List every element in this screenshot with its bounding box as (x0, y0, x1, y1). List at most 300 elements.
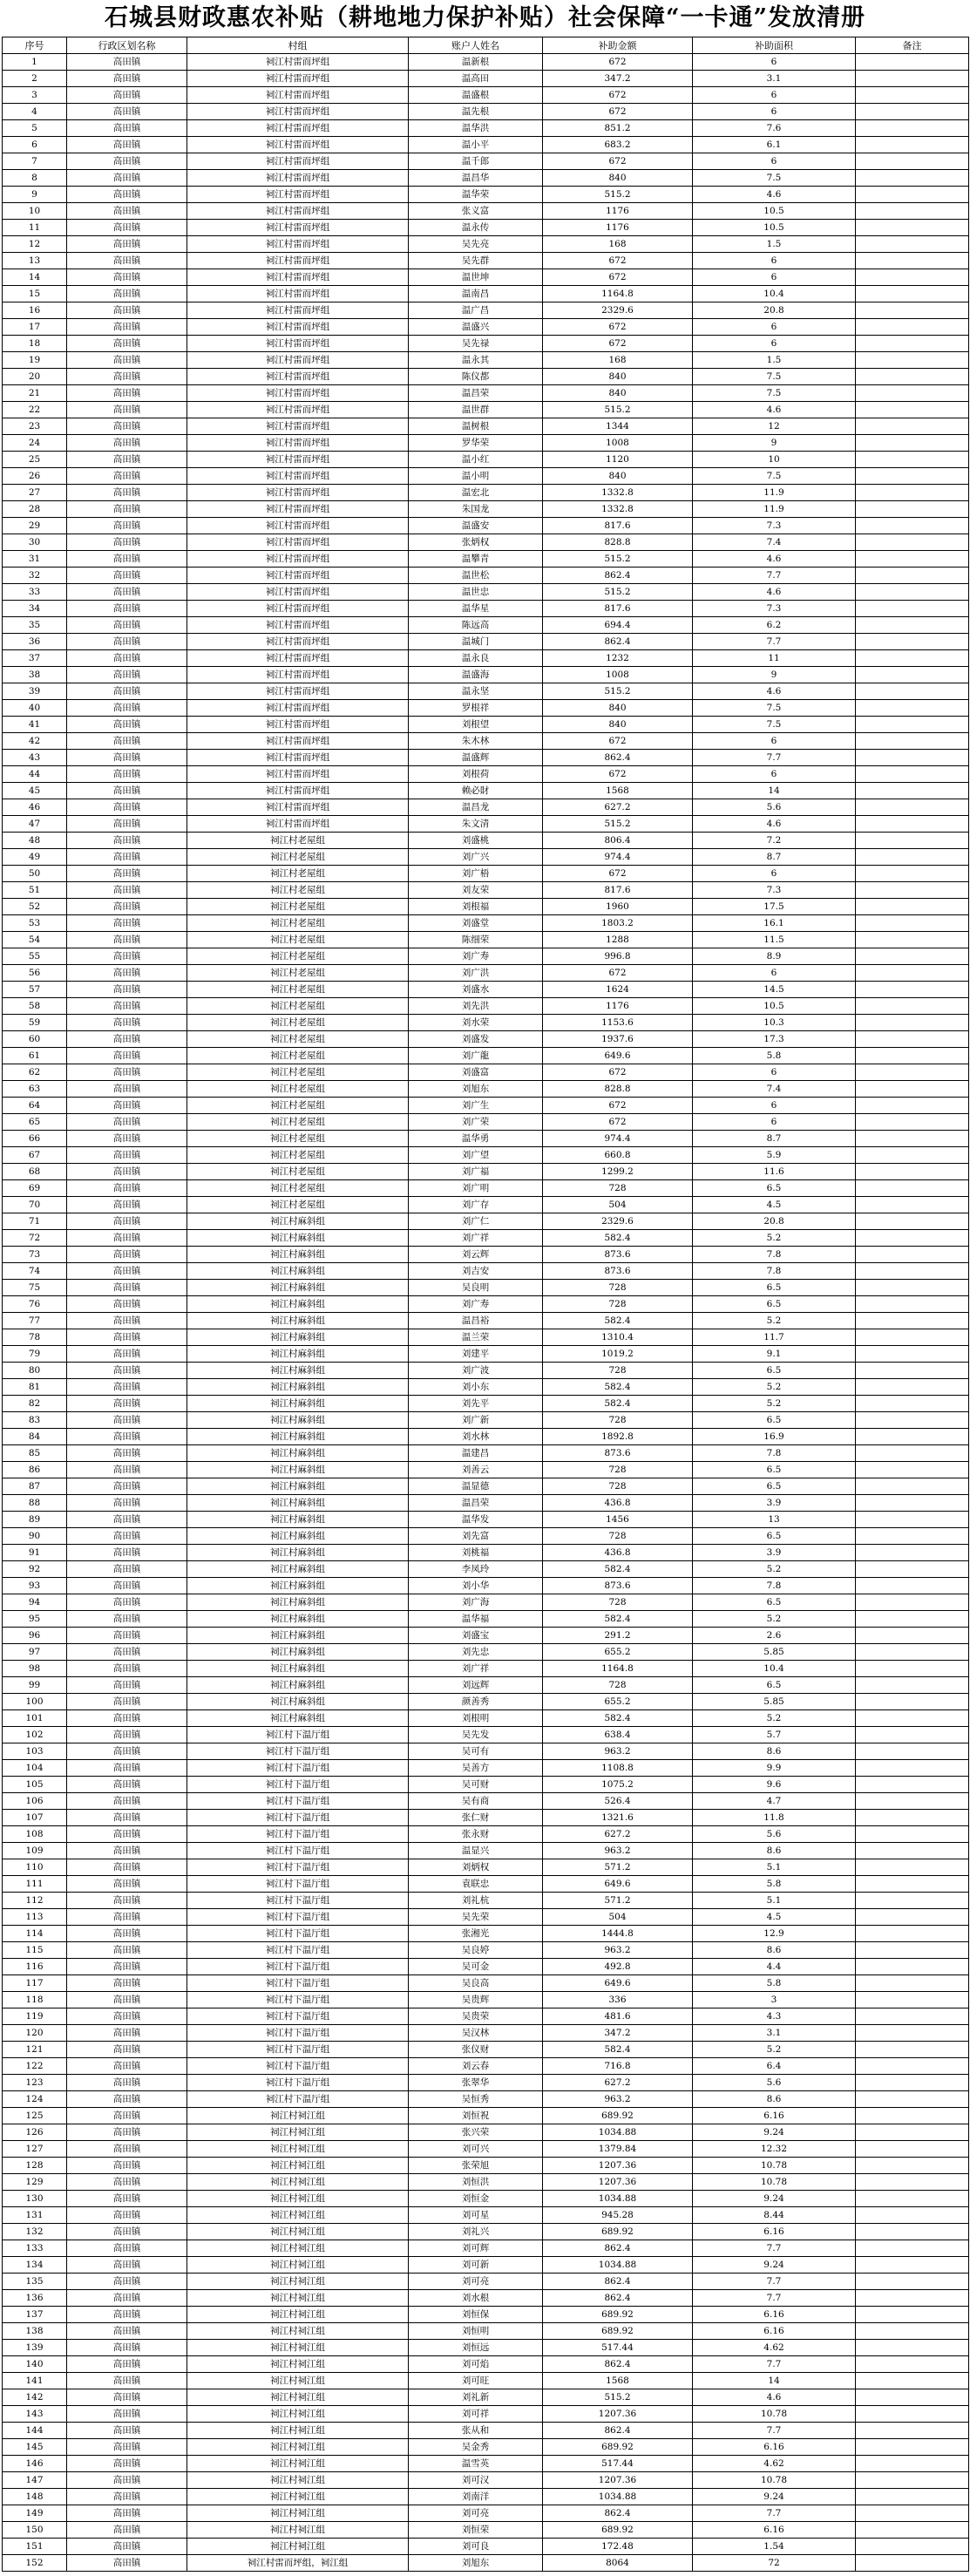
amount-cell: 1164.8 (543, 286, 693, 302)
remarks-cell (856, 1081, 969, 1098)
village-group-cell: 祠江村麻斜组 (187, 1346, 409, 1363)
area-cell: 9.6 (693, 1777, 856, 1793)
serial-cell: 146 (3, 2456, 67, 2472)
village-group-cell: 祠江村下温厅组 (187, 1727, 409, 1743)
area-cell: 1.5 (693, 352, 856, 369)
village-group-cell: 祠江村下温厅组 (187, 1876, 409, 1893)
account-holder-cell: 温盛辉 (409, 750, 543, 766)
amount-cell: 1207.36 (543, 2158, 693, 2174)
amount-cell: 963.2 (543, 1942, 693, 1959)
area-cell: 14.5 (693, 982, 856, 998)
account-holder-cell: 温广昌 (409, 302, 543, 319)
region-cell: 高田镇 (67, 1230, 187, 1247)
region-cell: 高田镇 (67, 518, 187, 534)
region-cell: 高田镇 (67, 799, 187, 816)
table-row (3, 518, 969, 534)
table-row (3, 1197, 969, 1213)
village-group-cell: 祠江村老屋组 (187, 965, 409, 982)
amount-cell: 168 (543, 352, 693, 369)
amount-cell: 716.8 (543, 2058, 693, 2075)
table-row (3, 1412, 969, 1429)
remarks-cell (856, 1462, 969, 1478)
amount-cell: 481.6 (543, 2008, 693, 2025)
area-cell: 9 (693, 667, 856, 683)
table-row (3, 700, 969, 717)
amount-cell: 1937.6 (543, 1031, 693, 1048)
amount-cell: 672 (543, 87, 693, 104)
region-cell: 高田镇 (67, 2539, 187, 2555)
serial-cell: 17 (3, 319, 67, 336)
amount-cell: 1120 (543, 452, 693, 468)
table-row (3, 849, 969, 866)
serial-cell: 59 (3, 1015, 67, 1031)
region-cell: 高田镇 (67, 899, 187, 915)
region-cell: 高田镇 (67, 153, 187, 170)
amount-cell: 347.2 (543, 2025, 693, 2042)
header-region: 行政区划名称 (67, 37, 187, 54)
village-group-cell: 祠江村祠江组 (187, 2191, 409, 2207)
village-group-cell: 祠江村下温厅组 (187, 1843, 409, 1859)
area-cell: 6.16 (693, 2522, 856, 2539)
account-holder-cell: 温昌荣 (409, 385, 543, 402)
region-cell: 高田镇 (67, 650, 187, 667)
area-cell: 4.6 (693, 402, 856, 418)
village-group-cell: 祠江村雷而坪组 (187, 568, 409, 584)
account-holder-cell: 刘盛堂 (409, 915, 543, 932)
table-row (3, 1644, 969, 1661)
table-row (3, 2373, 969, 2389)
serial-cell: 36 (3, 634, 67, 650)
serial-cell: 45 (3, 783, 67, 799)
area-cell: 7.8 (693, 1247, 856, 1263)
amount-cell: 1232 (543, 650, 693, 667)
account-holder-cell: 吴金秀 (409, 2439, 543, 2456)
amount-cell: 851.2 (543, 120, 693, 137)
amount-cell: 515.2 (543, 187, 693, 203)
serial-cell: 126 (3, 2124, 67, 2141)
region-cell: 高田镇 (67, 750, 187, 766)
area-cell: 7.7 (693, 750, 856, 766)
area-cell: 6.5 (693, 1412, 856, 1429)
table-row (3, 2340, 969, 2356)
amount-cell: 828.8 (543, 534, 693, 551)
region-cell: 高田镇 (67, 485, 187, 501)
table-row (3, 1677, 969, 1694)
village-group-cell: 祠江村雷而坪组 (187, 87, 409, 104)
area-cell: 3.1 (693, 2025, 856, 2042)
serial-cell: 3 (3, 87, 67, 104)
serial-cell: 94 (3, 1594, 67, 1611)
serial-cell: 118 (3, 1992, 67, 2008)
amount-cell: 649.6 (543, 1876, 693, 1893)
serial-cell: 127 (3, 2141, 67, 2158)
account-holder-cell: 刘恒明 (409, 2323, 543, 2340)
remarks-cell (856, 584, 969, 601)
region-cell: 高田镇 (67, 1777, 187, 1793)
area-cell: 6 (693, 269, 856, 286)
serial-cell: 77 (3, 1313, 67, 1329)
village-group-cell: 祠江村雷而坪组 (187, 799, 409, 816)
amount-cell: 336 (543, 1992, 693, 2008)
table-row (3, 87, 969, 104)
account-holder-cell: 刘可兴 (409, 2141, 543, 2158)
region-cell: 高田镇 (67, 733, 187, 750)
region-cell: 高田镇 (67, 2158, 187, 2174)
region-cell: 高田镇 (67, 2389, 187, 2406)
account-holder-cell: 刘根荷 (409, 766, 543, 783)
remarks-cell (856, 1230, 969, 1247)
remarks-cell (856, 2224, 969, 2240)
amount-cell: 862.4 (543, 2290, 693, 2307)
remarks-cell (856, 2008, 969, 2025)
village-group-cell: 祠江村祠江组 (187, 2257, 409, 2274)
amount-cell: 515.2 (543, 551, 693, 568)
account-holder-cell: 朱国龙 (409, 501, 543, 518)
account-holder-cell: 刘盛桃 (409, 833, 543, 849)
serial-cell: 92 (3, 1561, 67, 1578)
area-cell: 10.3 (693, 1015, 856, 1031)
village-group-cell: 祠江村老屋组 (187, 1098, 409, 1114)
serial-cell: 148 (3, 2489, 67, 2505)
serial-cell: 143 (3, 2406, 67, 2423)
village-group-cell: 祠江村下温厅组 (187, 1743, 409, 1760)
table-row (3, 1975, 969, 1992)
region-cell: 高田镇 (67, 866, 187, 882)
table-row (3, 468, 969, 485)
table-row (3, 1810, 969, 1826)
region-cell: 高田镇 (67, 2240, 187, 2257)
account-holder-cell: 刘云辉 (409, 1247, 543, 1263)
account-holder-cell: 温华荣 (409, 187, 543, 203)
region-cell: 高田镇 (67, 253, 187, 269)
remarks-cell (856, 1346, 969, 1363)
account-holder-cell: 刘广生 (409, 1098, 543, 1114)
amount-cell: 8064 (543, 2555, 693, 2572)
region-cell: 高田镇 (67, 2423, 187, 2439)
account-holder-cell: 刘可旺 (409, 2373, 543, 2389)
serial-cell: 124 (3, 2091, 67, 2108)
remarks-cell (856, 1131, 969, 1147)
header-amount: 补助金额 (543, 37, 693, 54)
village-group-cell: 祠江村下温厅组 (187, 1959, 409, 1975)
table-row (3, 1777, 969, 1793)
table-row (3, 1263, 969, 1280)
area-cell: 8.9 (693, 948, 856, 965)
remarks-cell (856, 1412, 969, 1429)
remarks-cell (856, 1098, 969, 1114)
remarks-cell (856, 1363, 969, 1379)
account-holder-cell: 刘根明 (409, 1710, 543, 1727)
region-cell: 高田镇 (67, 568, 187, 584)
account-holder-cell: 温城门 (409, 634, 543, 650)
village-group-cell: 祠江村雷而坪组 (187, 501, 409, 518)
subsidy-table (2, 37, 969, 2572)
amount-cell: 728 (543, 1478, 693, 1495)
village-group-cell: 祠江村下温厅组 (187, 1793, 409, 1810)
amount-cell: 168 (543, 236, 693, 253)
village-group-cell: 祠江村雷而坪组 (187, 104, 409, 120)
serial-cell: 6 (3, 137, 67, 153)
table-row (3, 236, 969, 253)
village-group-cell: 祠江村下温厅组 (187, 2058, 409, 2075)
amount-cell: 728 (543, 1363, 693, 1379)
remarks-cell (856, 269, 969, 286)
village-group-cell: 祠江村雷而坪组 (187, 783, 409, 799)
region-cell: 高田镇 (67, 1396, 187, 1412)
remarks-cell (856, 1859, 969, 1876)
account-holder-cell: 刘炳权 (409, 1859, 543, 1876)
amount-cell: 817.6 (543, 518, 693, 534)
serial-cell: 26 (3, 468, 67, 485)
table-row (3, 1793, 969, 1810)
serial-cell: 111 (3, 1876, 67, 1893)
remarks-cell (856, 1661, 969, 1677)
village-group-cell: 祠江村麻斜组 (187, 1528, 409, 1545)
remarks-cell (856, 418, 969, 435)
amount-cell: 1164.8 (543, 1661, 693, 1677)
village-group-cell: 祠江村老屋组 (187, 1164, 409, 1180)
account-holder-cell: 刘广祥 (409, 1230, 543, 1247)
village-group-cell: 祠江村雷而坪组 (187, 634, 409, 650)
account-holder-cell: 吴先亮 (409, 236, 543, 253)
remarks-cell (856, 2489, 969, 2505)
village-group-cell: 祠江村麻斜组 (187, 1512, 409, 1528)
remarks-cell (856, 1048, 969, 1064)
region-cell: 高田镇 (67, 402, 187, 418)
serial-cell: 25 (3, 452, 67, 468)
area-cell: 6 (693, 965, 856, 982)
account-holder-cell: 吴恒秀 (409, 2091, 543, 2108)
table-row (3, 982, 969, 998)
serial-cell: 137 (3, 2307, 67, 2323)
amount-cell: 728 (543, 1180, 693, 1197)
account-holder-cell: 温高田 (409, 71, 543, 87)
table-row (3, 1429, 969, 1445)
village-group-cell: 祠江村雷而坪组 (187, 302, 409, 319)
table-row (3, 1015, 969, 1031)
area-cell: 11.5 (693, 932, 856, 948)
area-cell: 17.3 (693, 1031, 856, 1048)
amount-cell: 672 (543, 153, 693, 170)
area-cell: 5.1 (693, 1893, 856, 1909)
area-cell: 8.6 (693, 1942, 856, 1959)
remarks-cell (856, 2058, 969, 2075)
account-holder-cell: 刘恒保 (409, 2307, 543, 2323)
amount-cell: 1108.8 (543, 1760, 693, 1777)
region-cell: 高田镇 (67, 1329, 187, 1346)
village-group-cell: 祠江村雷而坪组 (187, 485, 409, 501)
serial-cell: 53 (3, 915, 67, 932)
account-holder-cell: 刘先富 (409, 1528, 543, 1545)
account-holder-cell: 刘恒祝 (409, 2108, 543, 2124)
account-holder-cell: 温昌华 (409, 170, 543, 187)
serial-cell: 69 (3, 1180, 67, 1197)
region-cell: 高田镇 (67, 882, 187, 899)
remarks-cell (856, 302, 969, 319)
remarks-cell (856, 1528, 969, 1545)
amount-cell: 1803.2 (543, 915, 693, 932)
village-group-cell: 祠江村老屋组 (187, 915, 409, 932)
amount-cell: 1034.88 (543, 2191, 693, 2207)
account-holder-cell: 陈细荣 (409, 932, 543, 948)
remarks-cell (856, 153, 969, 170)
account-holder-cell: 刘水根 (409, 2290, 543, 2307)
table-row (3, 418, 969, 435)
village-group-cell: 祠江村雷而坪组 (187, 766, 409, 783)
serial-cell: 129 (3, 2174, 67, 2191)
region-cell: 高田镇 (67, 435, 187, 452)
account-holder-cell: 张荣旭 (409, 2158, 543, 2174)
region-cell: 高田镇 (67, 203, 187, 220)
area-cell: 6.5 (693, 1478, 856, 1495)
region-cell: 高田镇 (67, 54, 187, 71)
table-row (3, 1379, 969, 1396)
remarks-cell (856, 617, 969, 634)
region-cell: 高田镇 (67, 187, 187, 203)
village-group-cell: 祠江村祠江组 (187, 2489, 409, 2505)
village-group-cell: 祠江村下温厅组 (187, 1926, 409, 1942)
amount-cell: 1034.88 (543, 2124, 693, 2141)
table-row (3, 1876, 969, 1893)
table-row (3, 1064, 969, 1081)
village-group-cell: 祠江村下温厅组 (187, 1859, 409, 1876)
area-cell: 7.7 (693, 2505, 856, 2522)
amount-cell: 582.4 (543, 1313, 693, 1329)
serial-cell: 51 (3, 882, 67, 899)
account-holder-cell: 刘可焰 (409, 2356, 543, 2373)
amount-cell: 828.8 (543, 1081, 693, 1098)
account-holder-cell: 张湘光 (409, 1926, 543, 1942)
remarks-cell (856, 683, 969, 700)
village-group-cell: 祠江村雷而坪组 (187, 452, 409, 468)
serial-cell: 9 (3, 187, 67, 203)
remarks-cell (856, 932, 969, 948)
area-cell: 10.4 (693, 1661, 856, 1677)
serial-cell: 103 (3, 1743, 67, 1760)
serial-cell: 70 (3, 1197, 67, 1213)
serial-cell: 66 (3, 1131, 67, 1147)
table-row (3, 2042, 969, 2058)
area-cell: 1.5 (693, 236, 856, 253)
table-row (3, 1363, 969, 1379)
village-group-cell: 祠江村麻斜组 (187, 1677, 409, 1694)
amount-cell: 172.48 (543, 2539, 693, 2555)
village-group-cell: 祠江村祠江组 (187, 2522, 409, 2539)
amount-cell: 1019.2 (543, 1346, 693, 1363)
account-holder-cell: 刘广祥 (409, 1661, 543, 1677)
village-group-cell: 祠江村雷而坪组 (187, 733, 409, 750)
remarks-cell (856, 2274, 969, 2290)
area-cell: 3 (693, 1992, 856, 2008)
village-group-cell: 祠江村老屋组 (187, 833, 409, 849)
remarks-cell (856, 717, 969, 733)
region-cell: 高田镇 (67, 849, 187, 866)
remarks-cell (856, 1329, 969, 1346)
region-cell: 高田镇 (67, 2522, 187, 2539)
remarks-cell (856, 1893, 969, 1909)
area-cell: 8.7 (693, 1131, 856, 1147)
amount-cell: 672 (543, 733, 693, 750)
amount-cell: 672 (543, 319, 693, 336)
village-group-cell: 祠江村雷而坪组 (187, 170, 409, 187)
serial-cell: 61 (3, 1048, 67, 1064)
village-group-cell: 祠江村雷而坪组 (187, 617, 409, 634)
serial-cell: 40 (3, 700, 67, 717)
amount-cell: 492.8 (543, 1959, 693, 1975)
account-holder-cell: 温小平 (409, 137, 543, 153)
remarks-cell (856, 700, 969, 717)
region-cell: 高田镇 (67, 2042, 187, 2058)
remarks-cell (856, 286, 969, 302)
account-holder-cell: 刘根望 (409, 717, 543, 733)
region-cell: 高田镇 (67, 236, 187, 253)
account-holder-cell: 温华福 (409, 1611, 543, 1628)
serial-cell: 139 (3, 2340, 67, 2356)
area-cell: 6.5 (693, 1180, 856, 1197)
account-holder-cell: 朱木林 (409, 733, 543, 750)
amount-cell: 873.6 (543, 1578, 693, 1594)
table-row (3, 1909, 969, 1926)
serial-cell: 123 (3, 2075, 67, 2091)
village-group-cell: 祠江村雷而坪组 (187, 717, 409, 733)
table-row (3, 286, 969, 302)
region-cell: 高田镇 (67, 137, 187, 153)
account-holder-cell: 温永良 (409, 650, 543, 667)
serial-cell: 27 (3, 485, 67, 501)
account-holder-cell: 温雪英 (409, 2456, 543, 2472)
account-holder-cell: 刘广荣 (409, 1114, 543, 1131)
amount-cell: 1207.36 (543, 2174, 693, 2191)
remarks-cell (856, 1594, 969, 1611)
amount-cell: 1176 (543, 203, 693, 220)
remarks-cell (856, 1644, 969, 1661)
region-cell: 高田镇 (67, 2356, 187, 2373)
amount-cell: 1321.6 (543, 1810, 693, 1826)
table-row (3, 634, 969, 650)
region-cell: 高田镇 (67, 1760, 187, 1777)
serial-cell: 86 (3, 1462, 67, 1478)
table-row (3, 187, 969, 203)
account-holder-cell: 吴有商 (409, 1793, 543, 1810)
village-group-cell: 祠江村下温厅组 (187, 1826, 409, 1843)
table-row (3, 1594, 969, 1611)
table-row (3, 2141, 969, 2158)
region-cell: 高田镇 (67, 2555, 187, 2572)
area-cell: 4.6 (693, 187, 856, 203)
area-cell: 9.9 (693, 1760, 856, 1777)
serial-cell: 142 (3, 2389, 67, 2406)
amount-cell: 582.4 (543, 1230, 693, 1247)
area-cell: 7.3 (693, 518, 856, 534)
region-cell: 高田镇 (67, 1296, 187, 1313)
region-cell: 高田镇 (67, 2505, 187, 2522)
table-row (3, 2274, 969, 2290)
remarks-cell (856, 2539, 969, 2555)
serial-cell: 39 (3, 683, 67, 700)
amount-cell: 1008 (543, 667, 693, 683)
amount-cell: 517.44 (543, 2340, 693, 2356)
remarks-cell (856, 833, 969, 849)
region-cell: 高田镇 (67, 1462, 187, 1478)
village-group-cell: 祠江村祠江组 (187, 2108, 409, 2124)
account-holder-cell: 刘可汉 (409, 2472, 543, 2489)
area-cell: 6 (693, 766, 856, 783)
village-group-cell: 祠江村雷而坪组 (187, 816, 409, 833)
remarks-cell (856, 1180, 969, 1197)
remarks-cell (856, 352, 969, 369)
area-cell: 9.24 (693, 2124, 856, 2141)
remarks-cell (856, 899, 969, 915)
